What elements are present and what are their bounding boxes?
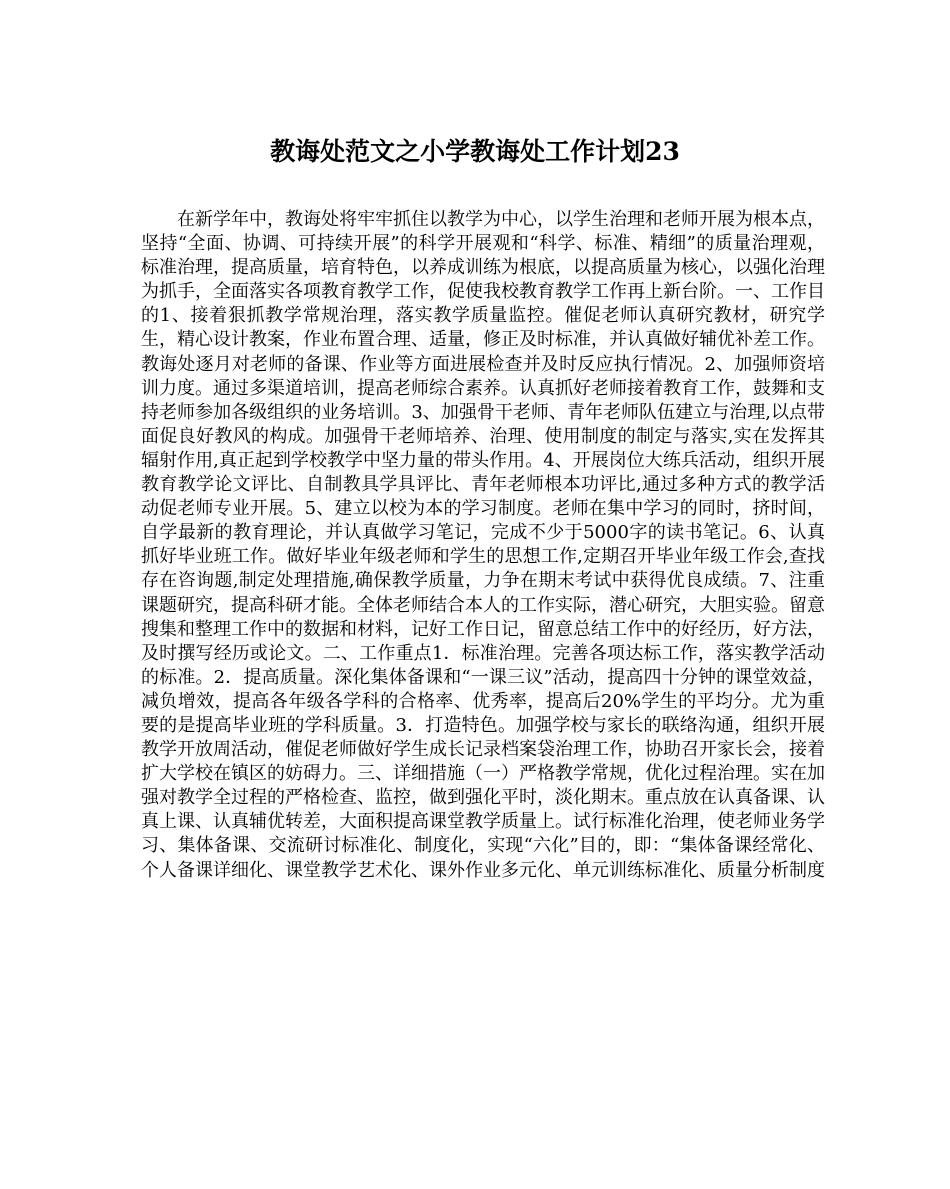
document-title: 教诲处范文之小学教诲处工作计划23 [270,137,680,166]
document-body-paragraph: 在新学年中，教诲处将牢牢抓住以教学为中心，以学生治理和老师开展为根本点，坚持“全面、协调、可持续开展”的科学开展观和“科学、标准、精细”的质量治理观，标准治理，提高质量，培育特色，以养成训练为根底，以提高质量为核心，以强化治理为抓手，全面落实各项教育教学工作，促使我校教育教学工作再上新台阶。一、工作目的1、接着狠抓教学常规治理，落实教学质量监控。催促老师认真研究教材，研究学生，精心设计教案，作业布置合理、适量，修正及时标准，并认真做好辅优补差工作。教诲处逐月对老师的备课、作业等方面进展检查并及时反应执行情况。2、加强师资培训力度。通过多渠道培训，提高老师综合素养。认真抓好老师接着教育工作，鼓舞和支持老师参加各级组织的业务培训。3、加强骨干老师、青年老师队伍建立与治理,以点带面促良好教风的构成。加强骨干老师培养、治理、使用制度的制定与落实,实在发挥其辐射作用,真正起到学校教学中坚力量的带头作用。4、开展岗位大练兵活动，组织开展教育教学论文评比、自制教具学具评比、青年老师根本功评比,通过多种方式的教学活动促老师专业开展。5、建立以校为本的学习制度。老师在集中学习的同时，挤时间，自学最新的教育理论，并认真做学习笔记，完成不少于5000字的读书笔记。6、认真抓好毕业班工作。做好毕业年级老师和学生的思想工作,定期召开毕业年级工作会,查找存在咨询题,制定处理措施,确保教学质量，力争在期末考试中获得优良成绩。7、注重课题研究，提高科研才能。全体老师结合本人的工作实际，潜心研究，大胆实验。留意搜集和整理工作中的数据和材料，记好工作日记，留意总结工作中的好经历，好方法，及时撰写经历或论文。二、工作重点1．标准治理。完善各项达标工作，落实教学活动的标准。2．提高质量。深化集体备课和“一课三议”活动，提高四十分钟的课堂效益，减负增效，提高各年级各学科的合格率、优秀率，提高后20%学生的平均分。尤为重要的是提高毕业班的学科质量。3．打造特色。加强学校与家长的联络沟通，组织开展教学开放周活动，催促老师做好学生成长记录档案袋治理工作，协助召开家长会，接着扩大学校在镇区的妨碍力。三、详细措施（一）严格教学常规，优化过程治理。实在加强对教学全过程的严格检查、监控，做到强化平时，淡化期末。重点放在认真备课、认真上课、认真辅优转差，大面积提高课堂教学质量上。试行标准化治理，使老师业务学习、集体备课、交流研讨标准化、制度化，实现“六化”目的，即：“集体备课经常化、个人备课详细化、课堂教学艺术化、课外作业多元化、单元训练标准化、质量分析制度 [141,209,825,881]
